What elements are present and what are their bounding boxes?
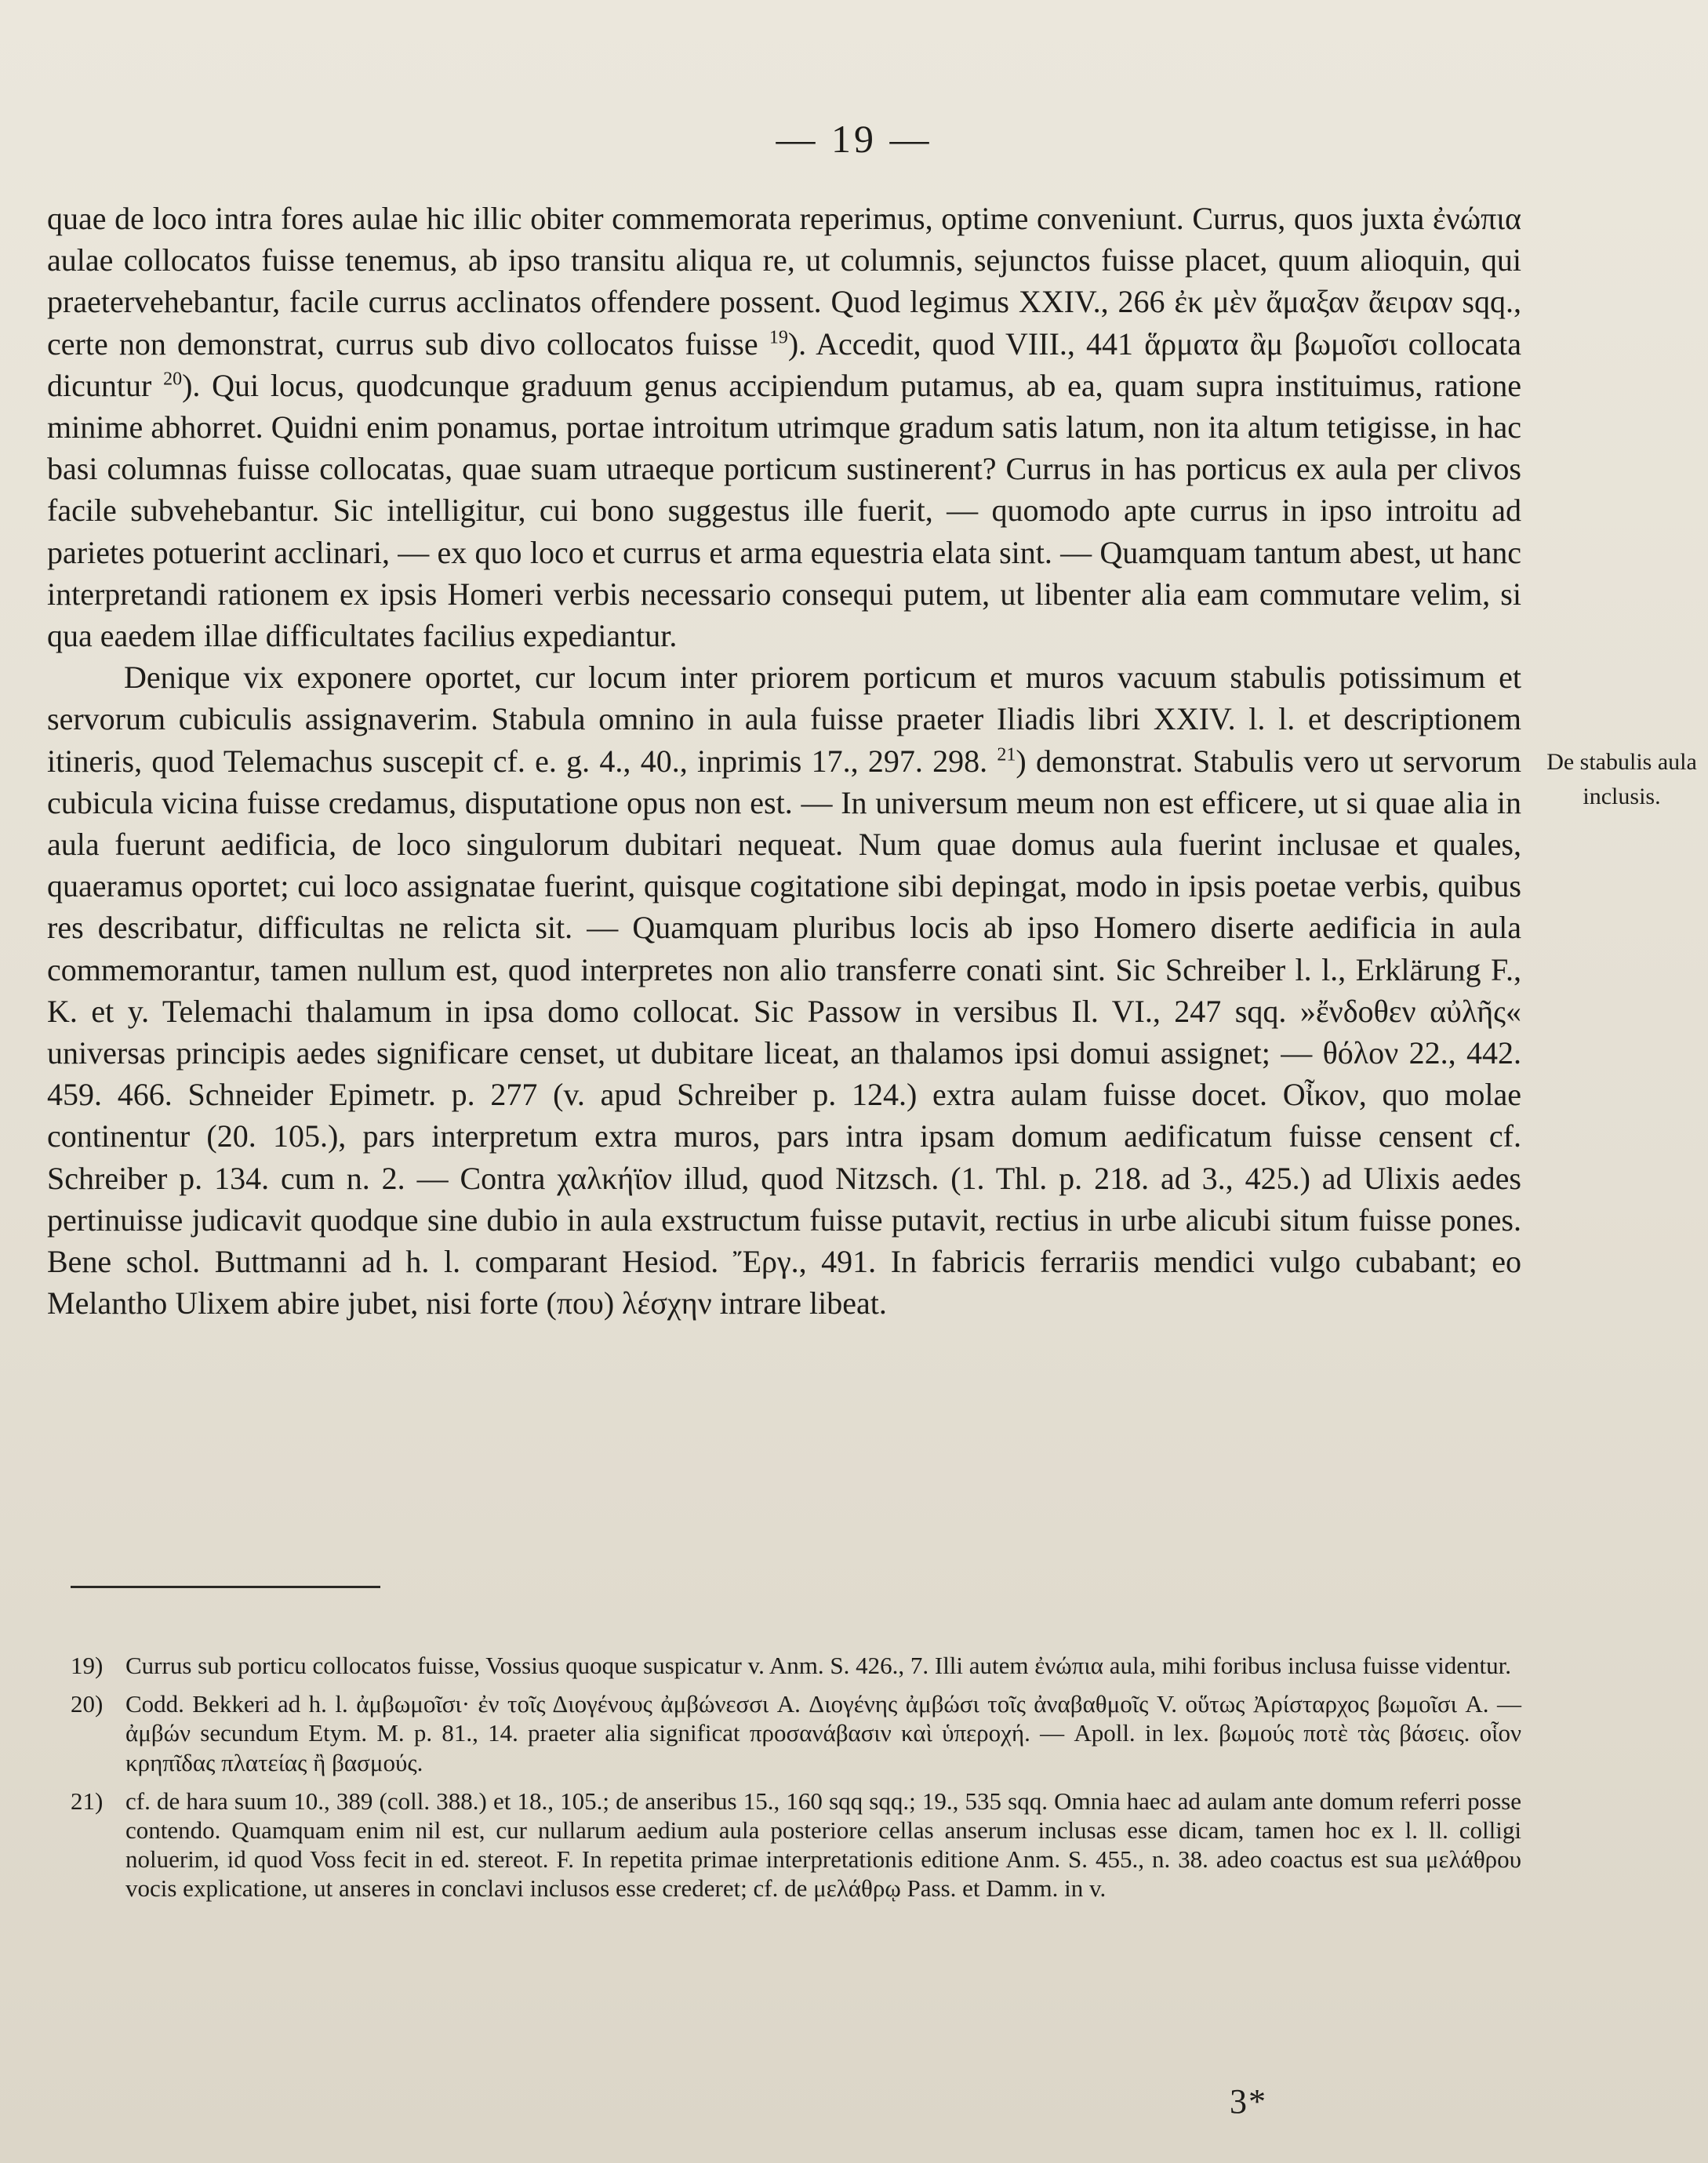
show-through-marginalia (1546, 392, 1703, 424)
paragraph (47, 198, 1521, 656)
paragraph-text: quae de loco intra fores aulae hic illic obiter commemorata reperimus, optime conveniunt. Currus, quos juxta ἐνώπια aulae collocatos fuisse tenemus, ab ipso transitu aliqua re, ut columnis, sejunctos fuisse placet, quum alioquin, qui praetervehebantur, facile currus acclinatos offendere possent. Quod legimus XXIV., 266 ἐκ μὲν ἄμαξαν ἄειραν sqq., certe non demonstrat, currus sub divo collocatos fuisse (47, 201, 1521, 362)
footnote-text: cf. de hara suum 10., 389 (coll. 388.) et 18., 105.; de anseribus 15., 160 sqq sqq.; 19., 535 sqq. Omnia haec ad aulam ante domum referri posse contendo. Quamquam enim nil est, cur nullarum aedium aula posteriore cellas anserum inclusas esse dicam, tamen hoc ex l. ll. colligi noluerim, id quod Voss fecit in ed. stereot. F. In repetita primae interpretationis editione Anm. S. 455., n. 38. adeo coactus est sua μελάθρου vocis explicatione, ut anseres in conclavi inclusos esse crederet; cf. de μελάθρῳ Pass. et Damm. in v. (125, 1787, 1521, 1903)
footnotes (71, 1651, 1521, 1913)
footnote-reference: 21 (997, 744, 1016, 765)
footnote-text: Currus sub porticu collocatos fuisse, Vossius quoque suspicatur v. Anm. S. 426., 7. Illi autem ἐνώπια aula, mihi foribus inclusa fuisse videntur. (125, 1652, 1511, 1679)
footnote-number: 20) (71, 1690, 104, 1718)
footnote (71, 1689, 1521, 1777)
paragraph-text: ). Accedit, quod VIII., 441 ἅρματα ἂμ βωμοῖσι collocata dicuntur (47, 325, 1521, 403)
paragraph (47, 656, 1521, 1324)
main-text (47, 198, 1521, 1324)
footnote-reference: 19 (769, 327, 788, 348)
footnote-text: Codd. Bekkeri ad h. l. ἀμβωμοῖσι· ἐν τοῖς Διογένους ἀμβώνεσσι A. Διογένης ἀμβώσι τοῖς ἀναβαθμοῖς V. οὕτως Ἀρίσταρχος βωμοῖσι A. — ἀμβών secundum Etym. M. p. 81., 14. praeter alia significat προσανάβασιν καὶ ὑπεροχή. — Apoll. in lex. βωμούς ποτὲ τὰς βάσεις. οἷον κρηπῖδας πλατείας ἢ βασμούς. (125, 1690, 1521, 1776)
page-number: — 19 — (776, 117, 932, 161)
footnote (71, 1787, 1521, 1903)
footnote-reference: 20 (163, 369, 183, 390)
marginal-note: De stabulis aula inclusis. (1546, 749, 1697, 809)
paragraph-text: ). Qui locus, quodcunque graduum genus accipiendum putamus, ab ea, quam supra instituimus, ratione minime abhorret. Quidni enim ponamus, portae introitum utrimque gradum satis latum, non ita altum tetigisse, in hac basi columnas fuisse collocatas, quae suam utraeque porticum sustinerent? Currus in has porticus ex aula per clivos facile subvehebantur. Sic intelligitur, cui bono suggestus ille fuerit, — quomodo apte currus in ipso introitu ad parietes potuerint acclinari, — ex quo loco et currus et arma equestria elata sint. — Quamquam tantum abest, ut hanc interpretandi rationem ex ipsis Homeri verbis necessario consequi putem, ut libenter alia eam commutare velim, si qua eaedem illae difficultates facilius expediantur. (47, 367, 1522, 654)
paragraph-text: Denique vix exponere oportet, cur locum inter priorem porticum et muros vacuum stabulis potissimum et servorum cubiculis assignaverim. Stabula omnino in aula fuisse praeter Iliadis libri XXIV. l. l. et descriptionem itineris, quod Telemachus suscepit cf. e. g. 4., 40., inprimis 17., 297. 298. (47, 660, 1521, 779)
footnote (71, 1651, 1521, 1680)
footnote-number: 21) (71, 1787, 104, 1815)
paragraph-text: ) demonstrat. Stabulis vero ut servorum cubicula vicina fuisse credamus, disputatione opus non est. — In universum meum non est efficere, ut si quae alia in aula fuerunt aedificia, de loco singulorum dubitari nequeat. Num quae domus aula fuerint inclusae et quales, quaeramus oportet; cui loco assignatae fuerint, quisque cogitatione sibi depingat, modo in ipsis poetae verbis, quibus res describatur, difficultas ne relicta sit. — Quamquam pluribus locis ab ipso Homero diserte aedificia in aula commemorantur, tamen nullum est, quod interpretes non alio transferre conati sint. Sic Schreiber l. l., Erklärung F., K. et y. Telemachi thalamum in ipsa domo collocat. Sic Passow in versibus Il. VI., 247 sqq. »ἔνδοθεν αὐλῆς« universas principis aedes significare censet, ut dubitare liceat, an thalamos ipsi domui assignet; — θόλον 22., 442. 459. 466. Schneider Epimetr. p. 277 (v. apud Schreiber p. 124.) extra aulam fuisse docet. Οἶκον, quo molae continentur (20. 105.), pars interpretum extra muros, pars intra ipsam domum aedificatum fuisse censent cf. Schreiber p. 134. cum n. 2. — Contra χαλκήϊον illud, quod Nitzsch. (1. Thl. p. 218. ad 3., 425.) ad Ulixis aedes pertinuisse judicavit quodque sine dubio in aula exstructum fuisse putavit, rectius in urbe alicubi situm fuisse pones. Bene schol. Buttmanni ad h. l. comparant Hesiod. Ἔργ., 491. In fabricis ferrariis mendici vulgo cubabant; eo Melantho Ulixem abire jubet, nisi forte (που) λέσχην intrare libeat. (47, 743, 1522, 1321)
footnote-divider (71, 1586, 380, 1588)
footnote-number: 19) (71, 1652, 104, 1679)
signature-mark: 3* (1230, 2082, 1267, 2121)
